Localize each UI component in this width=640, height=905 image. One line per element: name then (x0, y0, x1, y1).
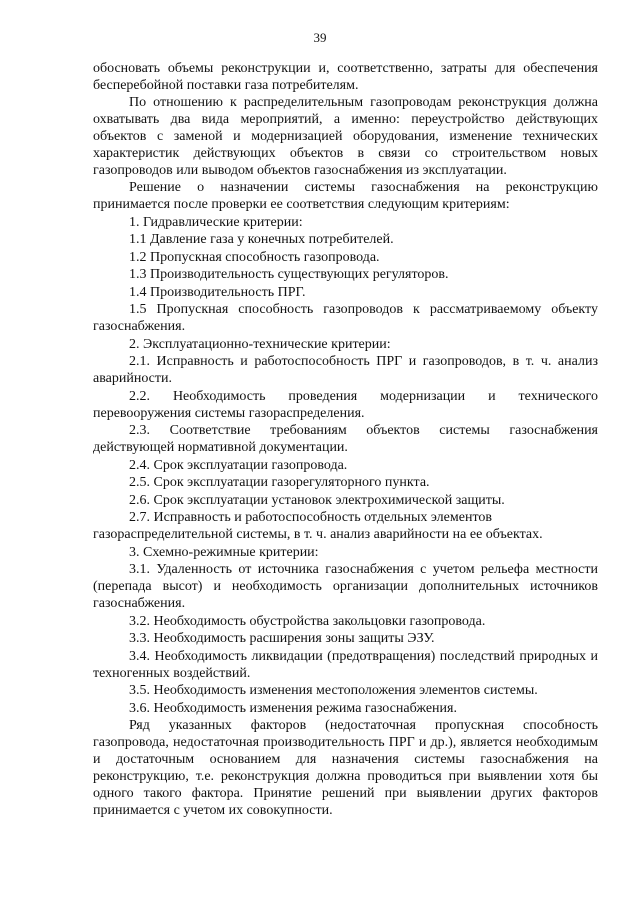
criteria-item: 2.3. Соответствие требованиям объектов системы газоснабжения действующей нормативной документации. (93, 423, 598, 455)
criteria-item: 3.2. Необходимость обустройства закольцовки газопровода. (129, 613, 486, 629)
criteria-item: 2.2. Необходимость проведения модернизации и технического перевооружения системы газораспределения. (93, 388, 598, 421)
criteria-item: 3.5. Необходимость изменения местоположения элементов системы. (129, 683, 538, 698)
criteria-item: 2.1. Исправность и работоспособность ПРГ и газопроводов, в т. ч. анализ аварийности. (93, 354, 598, 386)
page-number: 39 (313, 30, 327, 45)
document-body (93, 60, 598, 819)
criteria-item: 1.1 Давление газа у конечных потребителей. (129, 232, 394, 247)
criteria-item: 2.5. Срок эксплуатации газорегуляторного пункта. (129, 475, 430, 490)
criteria-item: 3.3. Необходимость расширения зоны защиты ЭЗУ. (129, 631, 435, 646)
criteria-heading-operational: 2. Эксплуатационно-технические критерии: (129, 336, 391, 352)
paragraph-intro-continuation: обосновать объемы реконструкции и, соответственно, затраты для обеспечения бесперебойной поставки газа потребителям. (93, 61, 598, 93)
criteria-item: 3.4. Необходимость ликвидации (предотвращения) последствий природных и техногенных воздействий. (93, 648, 598, 681)
criteria-item: 3.1. Удаленность от источника газоснабжения с учетом рельефа местности (перепада высот) и необходимость организации дополнительных источников газоснабжения. (93, 562, 598, 611)
criteria-heading-schematic: 3. Схемно-режимные критерии: (129, 544, 319, 560)
criteria-item: 1.5 Пропускная способность газопроводов к рассматриваемому объекту газоснабжения. (93, 302, 598, 334)
criteria-item-continuation: газораспределительной системы, в т. ч. анализ аварийности на ее объектах. (93, 527, 543, 542)
paragraph-reconstruction-scope: По отношению к распределительным газопроводам реконструкция должна охватывать два вида мероприятий, а именно: переустройство действующих объектов с заменой и модернизацией оборудования, изменение технических характеристик действующих объектов в связи со строительством новых газопроводов или выводом объектов газоснабжения из эксплуатации. (93, 95, 598, 178)
criteria-item: 2.7. Исправность и работоспособность отдельных элементов (129, 510, 492, 525)
criteria-item: 1.3 Производительность существующих регуляторов. (129, 267, 449, 282)
paragraph-criteria-intro: Решение о назначении системы газоснабжения на реконструкцию принимается после проверки ее соответствия следующим критериям: (93, 180, 598, 212)
criteria-item: 2.6. Срок эксплуатации установок электрохимической защиты. (129, 492, 505, 508)
criteria-item: 1.4 Производительность ПРГ. (129, 284, 306, 300)
criteria-item: 2.4. Срок эксплуатации газопровода. (129, 457, 348, 473)
criteria-item: 3.6. Необходимость изменения режима газоснабжения. (129, 700, 457, 716)
paragraph-conclusion: Ряд указанных факторов (недостаточная пропускная способность газопровода, недостаточная производительность ПРГ и др.), является необходимым и достаточным основанием для назначения системы газоснабжения на реконструкцию, т.е. реконструкция должна проводиться при выявлении хотя бы одного такого фактора. Принятие решений при выявлении других факторов принимается с учетом их совокупности. (93, 718, 598, 818)
criteria-item: 1.2 Пропускная способность газопровода. (129, 249, 380, 265)
criteria-heading-hydraulic: 1. Гидравлические критерии: (129, 214, 303, 230)
